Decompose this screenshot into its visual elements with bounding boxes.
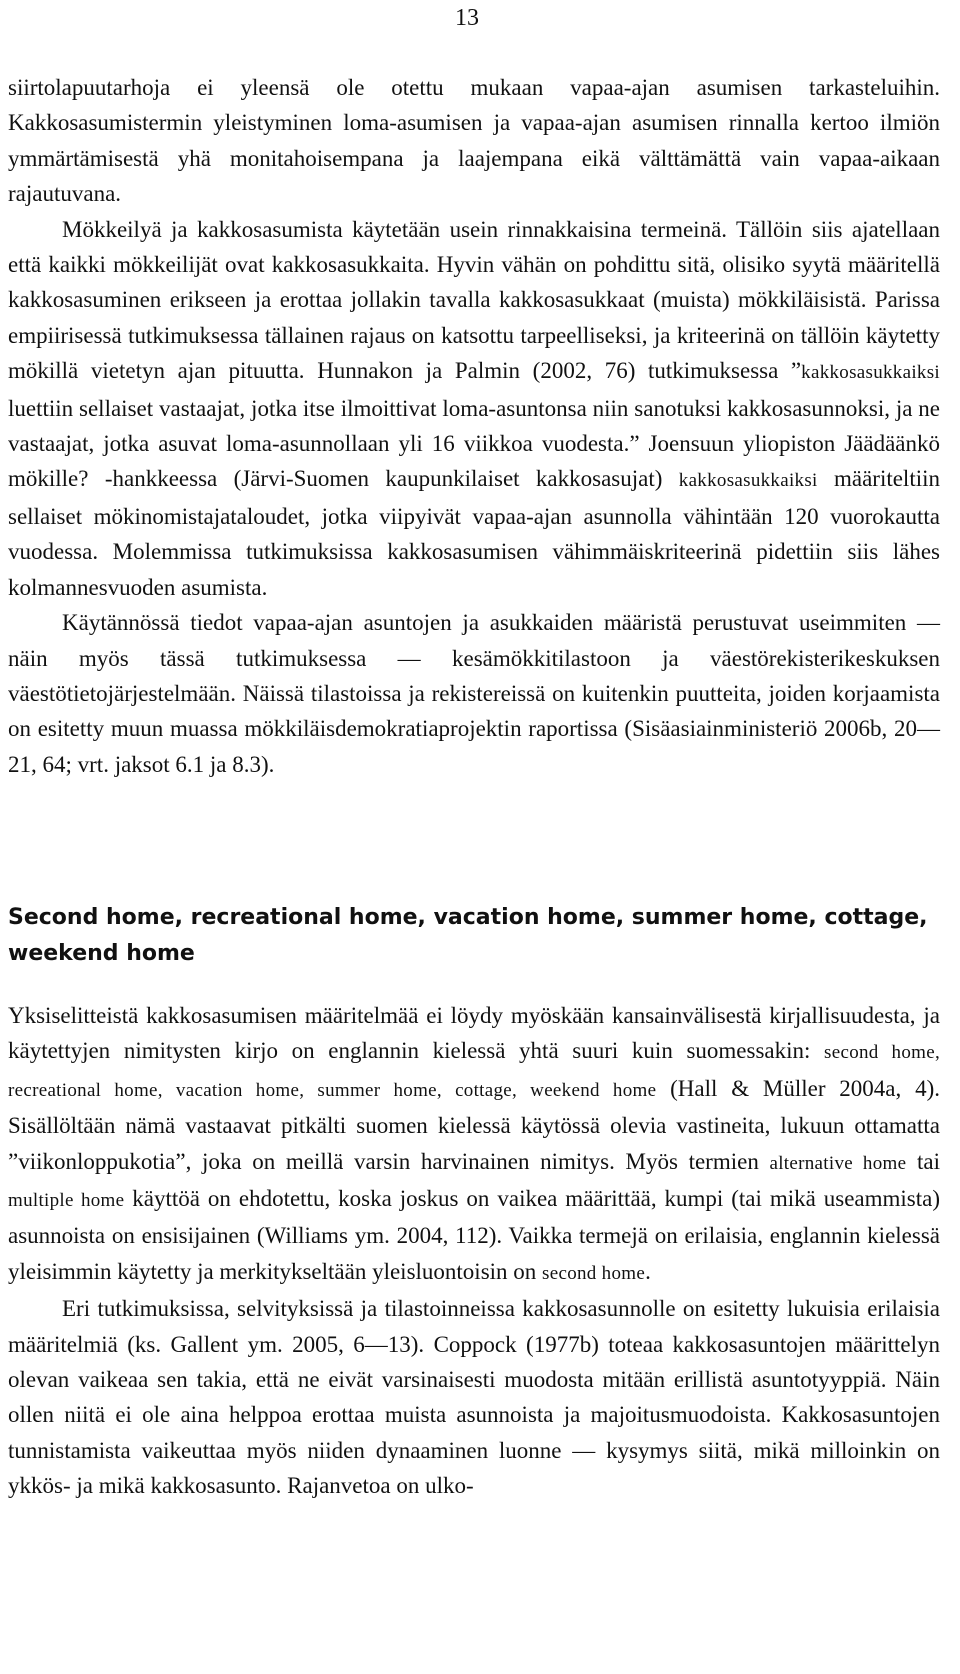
term-emphasis: second home — [542, 1262, 646, 1284]
paragraph-text: Mökkeilyä ja kakkosasumista käytetään usein rinnakkaisina termeinä. Tällöin siis ajatellaan että kaikki mökkeilijät ovat kakkosasukkaita. Hyvin vähän on pohdittu sitä, olisiko syytä määritellä kakkosasuminen erikseen ja erottaa jollakin tavalla kakkosasukkaat (muista) mökkiläisistä. Parissa empiirisessä tutkimuksessa tällainen rajaus on katsottu tarpeelliseksi, ja kriteerinä on tällöin käytetty mökillä vietetyn ajan pituutta. Hunnakon ja Palmin (2002, 76) tutkimuksessa ” — [8, 216, 940, 384]
term-emphasis: kakkosasukkaiksi — [678, 470, 818, 492]
paragraph-text: käyttöä on ehdotettu, koska joskus on vaikea määrittää, kumpi (tai mikä useammista) asunnoista on ensisijainen (Williams ym. 2004, 112). Vaikka termejä on erilaisia, englannin kielessä yleisimmin käytetty ja merkitykseltään yleisluontoisin on — [8, 1186, 940, 1284]
term-emphasis: alternative home — [769, 1152, 907, 1174]
section-heading: Second home, recreational home, vacation home, summer home, cottage, weekend home — [8, 905, 928, 966]
paragraph-statistics: Käytännössä tiedot vapaa-ajan asuntojen ja asukkaiden määristä perustuvat useimmiten — näin myös tässä tutkimuksessa — kesämökkitilastoon ja väestörekisterikeskuksen väestötietojärjestelmään. Näissä tilastoissa ja rekistereissä on kuitenkin puutteita, joiden korjaamista on esitetty muun muassa mökkiläisdemokratiaprojektin raportissa (Sisäasiainministeriö 2006b, 20—21, 64; vrt. jaksot 6.1 ja 8.3). — [8, 610, 940, 777]
paragraph-text: tai — [906, 1148, 940, 1174]
paragraph-continuation: siirtolapuutarhoja ei yleensä ole otettu mukaan vapaa-ajan asumisen tarkasteluihin. Kakkosasumistermin yleistyminen loma-asumisen ja vapaa-ajan asumisen rinnalla kertoo ilmiön ymmärtämisestä yhä monitahoisempana ja laajempana eikä välttämättä vain vapaa-aikaan rajautuvana. — [8, 75, 940, 207]
paragraph-definitions — [8, 212, 940, 605]
term-list: second home, recreational home, vacation home, summer home, cottage, weekend home — [8, 1042, 941, 1101]
paragraph-text: määriteltiin sellaiset mökinomistajataloudet, jotka viipyivät vapaa-ajan asunnolla vähintään 120 vuorokautta vuodessa. Molemmissa tutkimuksissa kakkosasumisen vähimmäiskriteerinä pidettiin siis lähes kolmannesvuoden asumista. — [8, 466, 940, 600]
paragraph-text: (Hall & Müller 2004a, 4). Sisällöltään nämä vastaavat pitkälti suomen kielessä käytössä olevia vastineita, lukuun ottamatta ”viikonloppukotia”, joka on meillä varsin harvinainen nimitys. Myös termien — [8, 1075, 940, 1174]
paragraph-international — [8, 998, 940, 1291]
paragraph-text: . — [645, 1258, 651, 1284]
page-number: 13 — [455, 5, 479, 31]
top-text-block — [8, 70, 940, 782]
bottom-text-block — [8, 998, 940, 1504]
paragraph-text: Yksiselitteistä kakkosasumisen määritelmää ei löydy myöskään kansainvälisestä kirjallisuudesta, ja käytettyjen nimitysten kirjo on englannin kielessä yhtä suuri kuin suomessakin: — [8, 1003, 940, 1064]
paragraph-definitions-research: Eri tutkimuksissa, selvityksissä ja tilastoinneissa kakkosasunnolle on esitetty lukuisia erilaisia määritelmiä (ks. Gallent ym. 2005, 6—13). Coppock (1977b) toteaa kakkosasuntojen määrittelyn olevan vaikeaa sen takia, että ne eivät varsinaisesti muodosta mitään erillistä asuntotyyppiä. Näin ollen niitä ei ole aina helppoa erottaa muista asunnoista ja majoitusmuodoista. Kakkosasuntojen tunnistamista vaikeuttaa myös niiden dynaaminen luonne — kysymys siitä, mikä milloinkin on ykkös- ja mikä kakkosasunto. Rajanvetoa on ulko- — [8, 1296, 940, 1499]
term-emphasis: kakkosasukkaiksi — [801, 362, 940, 384]
term-emphasis: multiple home — [8, 1190, 125, 1212]
paragraph-text: luettiin sellaiset vastaajat, jotka itse ilmoittivat loma-asuntonsa niin sanotuksi kakkosasunnoksi, ja ne vastaajat, jotka asuvat loma-asunnollaan yli 16 viikkoa vuodesta.” Joensuun yliopiston Jäädäänkö mökille? -hankkeessa (Järvi-Suomen kaupunkilaiset kakkosasujat) — [8, 395, 940, 492]
